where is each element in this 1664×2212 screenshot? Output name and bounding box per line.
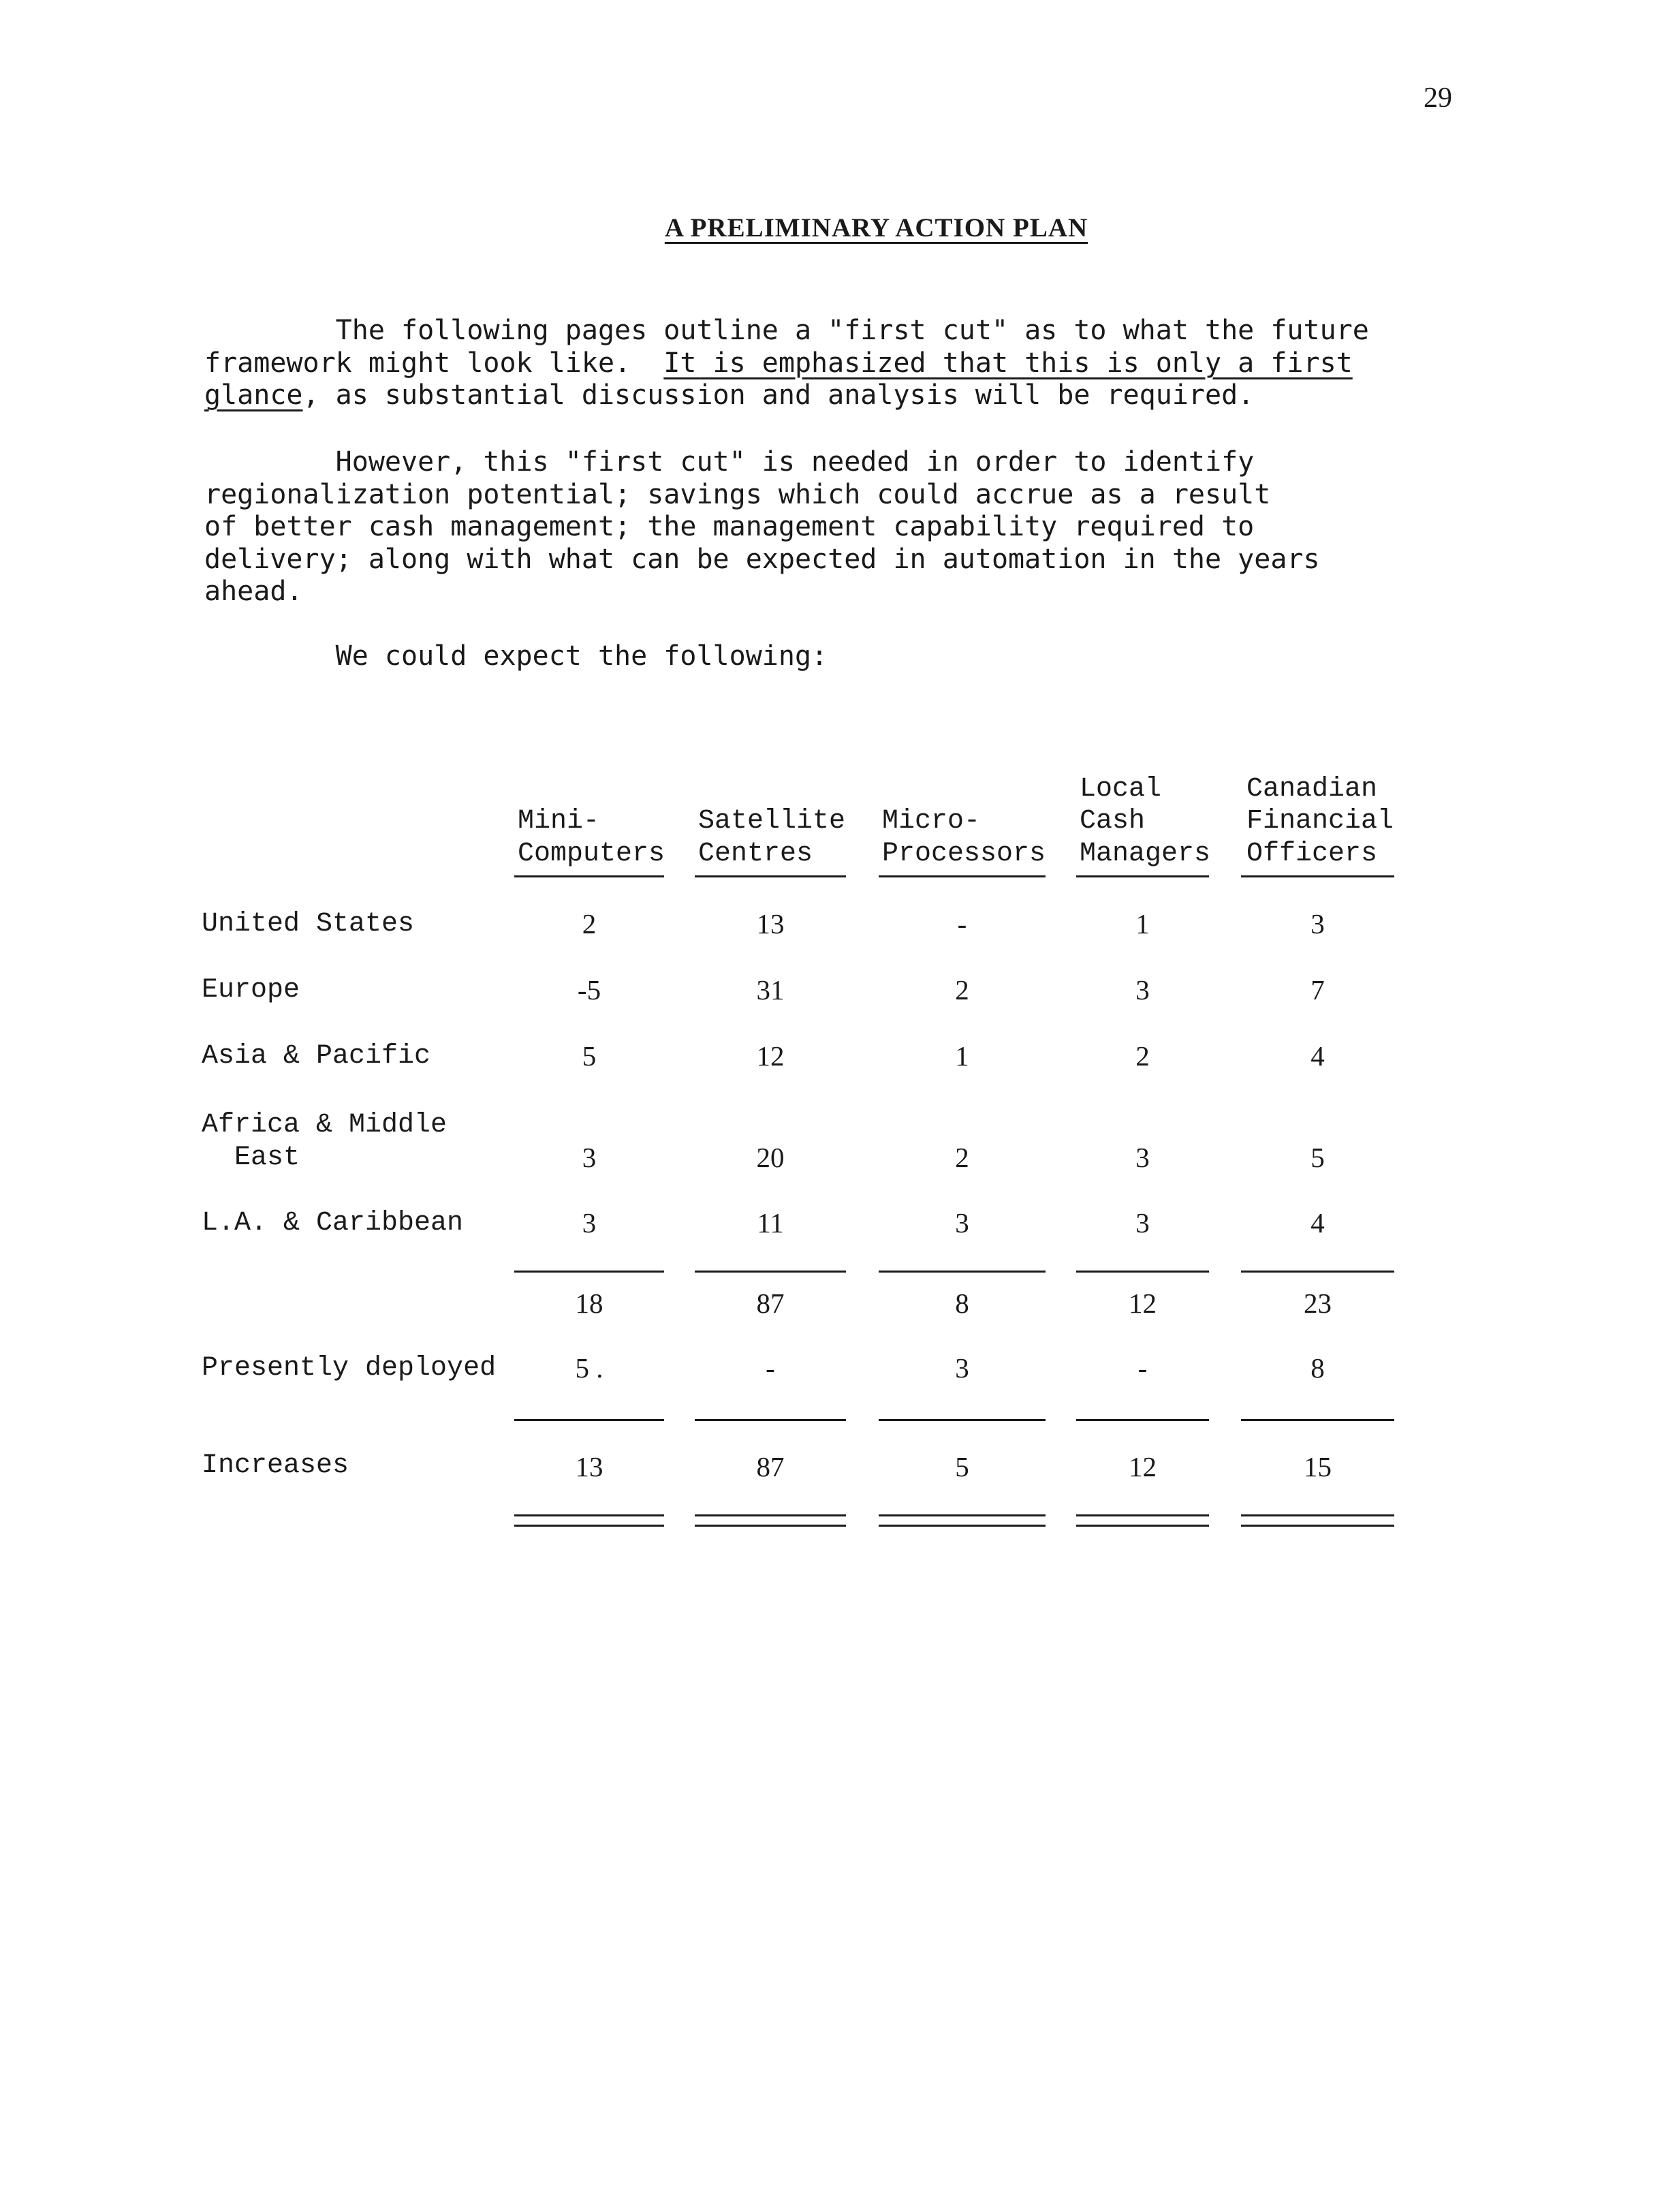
increases-label: Increases — [202, 1450, 349, 1481]
double-rule-top — [514, 1514, 664, 1516]
row-label: United States — [202, 909, 415, 939]
double-rule-top — [879, 1514, 1046, 1516]
header-underline — [1076, 875, 1209, 877]
double-rule-bottom — [1076, 1525, 1209, 1527]
table-cell: 13 — [756, 908, 785, 939]
table-cell: 3 — [582, 1142, 597, 1173]
page-number: 29 — [1424, 82, 1452, 114]
para1-line2-emphasis: It is emphasized that this is only a first — [663, 347, 1353, 379]
row-label: L.A. & Caribbean — [202, 1208, 464, 1239]
para1-line1: The following pages outline a "first cut" as to what the future — [204, 315, 1369, 346]
intro-paragraph — [204, 315, 1498, 412]
title-text: A PRELIMINARY ACTION PLAN — [664, 213, 1088, 243]
column-header-text: Mini- Computers — [518, 806, 665, 869]
deployed-cell: 8 — [1310, 1352, 1325, 1384]
table-cell: 2 — [582, 908, 597, 939]
table-cell: 3 — [1135, 974, 1150, 1006]
double-rule-bottom — [1241, 1525, 1394, 1527]
column-header-text: Satellite Centres — [698, 806, 846, 869]
table-cell: 2 — [955, 974, 969, 1006]
table-cell: 1 — [955, 1040, 969, 1072]
table-cell: 3 — [1310, 908, 1325, 939]
increase-rule — [514, 1419, 664, 1421]
total-rule — [695, 1271, 846, 1273]
header-underline — [514, 875, 664, 877]
column-header-text: Micro- Processors — [882, 806, 1046, 869]
increase-cell: 12 — [1129, 1451, 1157, 1482]
total-rule — [1241, 1271, 1394, 1273]
deployed-cell: - — [1137, 1352, 1148, 1384]
deployed-cell: 5 . — [575, 1352, 603, 1384]
total-rule — [879, 1271, 1046, 1273]
table-cell: 11 — [757, 1207, 784, 1239]
double-rule-bottom — [879, 1525, 1046, 1527]
para3-line: We could expect the following: — [204, 640, 828, 672]
total-cell: 23 — [1304, 1288, 1332, 1319]
table-cell: 3 — [1135, 1142, 1150, 1173]
header-underline — [879, 875, 1046, 877]
total-cell: 87 — [756, 1288, 785, 1319]
increase-cell: 87 — [756, 1451, 785, 1482]
table-cell: 5 — [582, 1040, 597, 1072]
table-cell: 3 — [955, 1207, 969, 1239]
row-label: Africa & Middle East — [202, 1110, 448, 1173]
page-title — [0, 213, 1664, 243]
table-cell: - — [957, 908, 967, 939]
total-rule — [1076, 1271, 1209, 1273]
increase-rule — [1241, 1419, 1394, 1421]
para2-line4: delivery; along with what can be expected in automation in the years — [204, 543, 1320, 575]
row-label: Europe — [202, 975, 300, 1006]
total-cell: 18 — [575, 1288, 603, 1319]
deployed-cell: 3 — [955, 1352, 969, 1384]
para1-line2-plain: framework might look like. — [204, 347, 664, 379]
increase-rule — [1076, 1419, 1209, 1421]
table-cell: 4 — [1310, 1207, 1325, 1239]
table-cell: -5 — [577, 974, 601, 1006]
table-cell: 2 — [955, 1142, 969, 1173]
table-cell: 3 — [1135, 1207, 1150, 1239]
increase-cell: 15 — [1304, 1451, 1332, 1482]
para1-line3-plain: , as substantial discussion and analysis will be required. — [302, 379, 1255, 411]
increase-cell: 13 — [575, 1451, 603, 1482]
double-rule-bottom — [514, 1525, 664, 1527]
increase-rule — [695, 1419, 846, 1421]
expect-paragraph — [204, 640, 1498, 673]
table-cell: 5 — [1310, 1142, 1325, 1173]
deployed-label: Presently deployed — [202, 1353, 497, 1384]
row-label: Asia & Pacific — [202, 1041, 431, 1072]
para2-line2: regionalization potential; savings which could accrue as a result — [204, 478, 1271, 510]
table-cell: 20 — [756, 1142, 785, 1173]
double-rule-top — [695, 1514, 846, 1516]
table-cell: 2 — [1135, 1040, 1150, 1072]
para2-line1: However, this "first cut" is needed in order to identify — [204, 446, 1255, 478]
double-rule-top — [1241, 1514, 1394, 1516]
column-header-text: Local Cash Managers — [1080, 773, 1211, 869]
however-paragraph — [204, 446, 1498, 608]
para2-line5: ahead. — [204, 576, 303, 607]
para2-line3: of better cash management; the management capability required to — [204, 511, 1255, 542]
increase-cell: 5 — [955, 1451, 969, 1482]
total-cell: 12 — [1129, 1288, 1157, 1319]
header-underline — [695, 875, 846, 877]
header-underline — [1241, 875, 1394, 877]
table-cell: 3 — [582, 1207, 597, 1239]
para1-line3-emphasis: glance — [204, 379, 303, 411]
column-header-text: Canadian Financial Officers — [1246, 773, 1394, 869]
table-cell: 7 — [1310, 974, 1325, 1006]
increase-rule — [879, 1419, 1046, 1421]
table-cell: 4 — [1310, 1040, 1325, 1072]
table-cell: 1 — [1135, 908, 1150, 939]
double-rule-bottom — [695, 1525, 846, 1527]
table-cell: 12 — [756, 1040, 785, 1072]
total-cell: 8 — [955, 1288, 969, 1319]
deployed-cell: - — [766, 1352, 775, 1384]
table-cell: 31 — [756, 974, 785, 1006]
double-rule-top — [1076, 1514, 1209, 1516]
total-rule — [514, 1271, 664, 1273]
